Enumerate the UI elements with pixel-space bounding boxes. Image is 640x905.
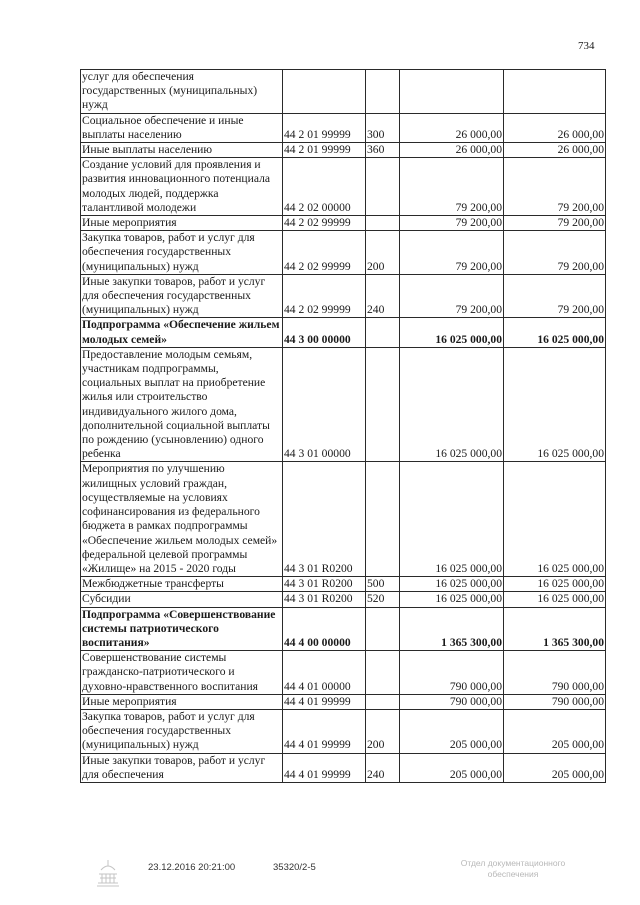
row-amount-2: 79 200,00 xyxy=(504,158,606,216)
table-row xyxy=(81,577,606,592)
row-amount-1: 16 025 000,00 xyxy=(400,318,504,347)
row-code: 44 2 02 99999 xyxy=(283,216,366,231)
document-footer xyxy=(0,858,640,898)
row-code: 44 3 01 R0200 xyxy=(283,592,366,607)
row-amount-1: 16 025 000,00 xyxy=(400,592,504,607)
table-row xyxy=(81,70,606,114)
row-amount-2: 79 200,00 xyxy=(504,231,606,275)
table-row xyxy=(81,113,606,142)
row-name: Иные мероприятия xyxy=(81,694,283,709)
row-code: 44 3 01 R0200 xyxy=(283,577,366,592)
row-amount-2: 1 365 300,00 xyxy=(504,607,606,651)
row-code: 44 4 01 99999 xyxy=(283,694,366,709)
table-row xyxy=(81,709,606,753)
row-amount-2: 205 000,00 xyxy=(504,709,606,753)
row-code: 44 4 01 99999 xyxy=(283,753,366,782)
row-amount-2: 26 000,00 xyxy=(504,113,606,142)
row-name: Закупка товаров, работ и услуг для обеспечения государственных (муниципальных) нужд xyxy=(81,709,283,753)
row-amount-2: 16 025 000,00 xyxy=(504,318,606,347)
row-amount-1 xyxy=(400,70,504,114)
row-amount-2: 790 000,00 xyxy=(504,694,606,709)
row-expense-type: 200 xyxy=(366,231,400,275)
budget-table-body xyxy=(81,70,606,783)
table-row xyxy=(81,753,606,782)
row-expense-type xyxy=(366,607,400,651)
row-name: Иные выплаты населению xyxy=(81,143,283,158)
row-name: Закупка товаров, работ и услуг для обеспечения государственных (муниципальных) нужд xyxy=(81,231,283,275)
row-code: 44 2 01 99999 xyxy=(283,143,366,158)
row-amount-1: 16 025 000,00 xyxy=(400,347,504,462)
row-name: Предоставление молодым семьям, участникам подпрограммы, социальных выплат на приобретение жилья или строительство индивидуального жилого дома, дополнительной социальной выплаты по рождению (усыновлению) одного ребенка xyxy=(81,347,283,462)
row-expense-type: 360 xyxy=(366,143,400,158)
row-amount-1: 26 000,00 xyxy=(400,113,504,142)
row-expense-type xyxy=(366,694,400,709)
row-code: 44 2 01 99999 xyxy=(283,113,366,142)
table-row xyxy=(81,274,606,318)
row-expense-type: 500 xyxy=(366,577,400,592)
row-name: услуг для обеспечения государственных (муниципальных) нужд xyxy=(81,70,283,114)
table-row xyxy=(81,651,606,695)
footer-stamp xyxy=(448,858,578,880)
emblem-icon xyxy=(95,858,121,888)
row-code: 44 2 02 99999 xyxy=(283,231,366,275)
table-row xyxy=(81,694,606,709)
row-expense-type xyxy=(366,347,400,462)
table-row xyxy=(81,347,606,462)
table-row xyxy=(81,231,606,275)
row-amount-1: 26 000,00 xyxy=(400,143,504,158)
row-amount-1: 79 200,00 xyxy=(400,231,504,275)
table-row xyxy=(81,607,606,651)
row-name: Мероприятия по улучшению жилищных условий граждан, осуществляемые на условиях софинансирования из федерального бюджета в рамках подпрограммы «Обеспечение жильем молодых семей» федеральной целевой программы «Жилище» на 2015 - 2020 годы xyxy=(81,462,283,577)
row-amount-2: 16 025 000,00 xyxy=(504,592,606,607)
row-code: 44 2 02 99999 xyxy=(283,274,366,318)
table-row xyxy=(81,158,606,216)
row-name: Иные закупки товаров, работ и услуг для обеспечения государственных (муниципальных) нужд xyxy=(81,274,283,318)
row-name: Иные мероприятия xyxy=(81,216,283,231)
row-code: 44 4 01 00000 xyxy=(283,651,366,695)
row-name: Социальное обеспечение и иные выплаты населению xyxy=(81,113,283,142)
row-code: 44 4 00 00000 xyxy=(283,607,366,651)
row-amount-2: 790 000,00 xyxy=(504,651,606,695)
row-name: Создание условий для проявления и развития инновационного потенциала молодых людей, поддержка талантливой молодежи xyxy=(81,158,283,216)
table-row xyxy=(81,462,606,577)
row-code: 44 3 01 00000 xyxy=(283,347,366,462)
table-row xyxy=(81,143,606,158)
row-amount-1: 1 365 300,00 xyxy=(400,607,504,651)
row-expense-type xyxy=(366,216,400,231)
page-number: 734 xyxy=(578,40,595,52)
row-name: Иные закупки товаров, работ и услуг для обеспечения xyxy=(81,753,283,782)
row-expense-type: 240 xyxy=(366,274,400,318)
table-row xyxy=(81,318,606,347)
row-amount-1: 205 000,00 xyxy=(400,709,504,753)
row-expense-type xyxy=(366,70,400,114)
row-amount-1: 79 200,00 xyxy=(400,216,504,231)
row-amount-2: 26 000,00 xyxy=(504,143,606,158)
row-name: Субсидии xyxy=(81,592,283,607)
row-expense-type xyxy=(366,318,400,347)
footer-stamp-line-2: обеспечения xyxy=(487,869,539,879)
row-expense-type xyxy=(366,651,400,695)
row-amount-1: 79 200,00 xyxy=(400,274,504,318)
row-expense-type: 300 xyxy=(366,113,400,142)
table-row xyxy=(81,216,606,231)
row-name: Совершенствование системы гражданско-патриотического и духовно-нравственного воспитания xyxy=(81,651,283,695)
row-name: Межбюджетные трансферты xyxy=(81,577,283,592)
row-expense-type xyxy=(366,462,400,577)
row-amount-1: 16 025 000,00 xyxy=(400,577,504,592)
row-code: 44 4 01 99999 xyxy=(283,709,366,753)
row-amount-1: 16 025 000,00 xyxy=(400,462,504,577)
row-expense-type: 520 xyxy=(366,592,400,607)
row-amount-2: 205 000,00 xyxy=(504,753,606,782)
row-code: 44 3 01 R0200 xyxy=(283,462,366,577)
row-name: Подпрограмма «Обеспечение жильем молодых семей» xyxy=(81,318,283,347)
footer-stamp-line-1: Отдел документационного xyxy=(460,858,566,868)
row-expense-type: 200 xyxy=(366,709,400,753)
row-amount-1: 205 000,00 xyxy=(400,753,504,782)
row-expense-type: 240 xyxy=(366,753,400,782)
row-expense-type xyxy=(366,158,400,216)
row-amount-1: 790 000,00 xyxy=(400,651,504,695)
footer-document-number: 35320/2-5 xyxy=(273,862,316,873)
footer-timestamp: 23.12.2016 20:21:00 xyxy=(148,862,236,873)
budget-table xyxy=(80,69,606,783)
row-amount-1: 79 200,00 xyxy=(400,158,504,216)
row-amount-2: 79 200,00 xyxy=(504,274,606,318)
row-amount-1: 790 000,00 xyxy=(400,694,504,709)
row-amount-2: 16 025 000,00 xyxy=(504,462,606,577)
table-row xyxy=(81,592,606,607)
row-code xyxy=(283,70,366,114)
row-code: 44 3 00 00000 xyxy=(283,318,366,347)
row-amount-2 xyxy=(504,70,606,114)
row-code: 44 2 02 00000 xyxy=(283,158,366,216)
row-amount-2: 16 025 000,00 xyxy=(504,347,606,462)
row-name: Подпрограмма «Совершенствование системы патриотического воспитания» xyxy=(81,607,283,651)
row-amount-2: 16 025 000,00 xyxy=(504,577,606,592)
row-amount-2: 79 200,00 xyxy=(504,216,606,231)
